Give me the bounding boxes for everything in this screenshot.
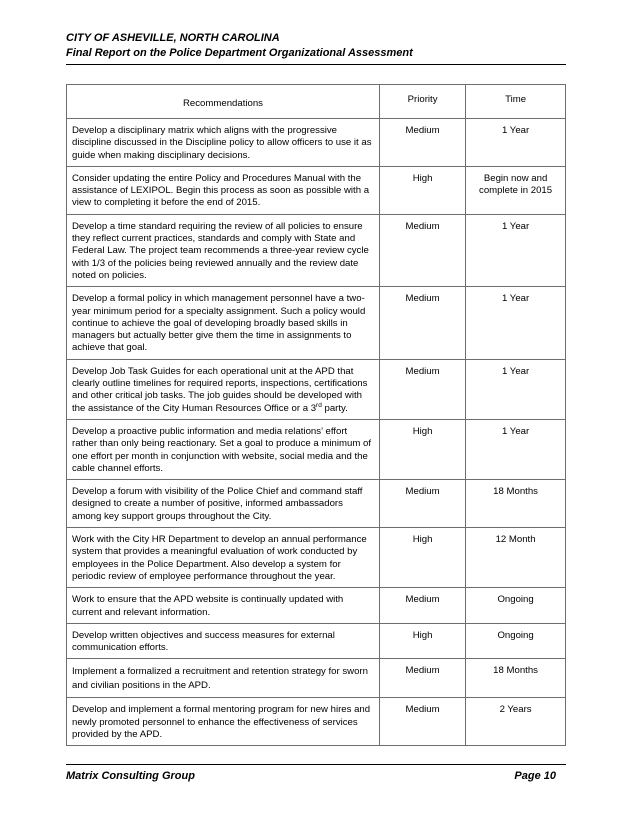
- header-city: CITY OF ASHEVILLE, NORTH CAROLINA: [66, 32, 280, 44]
- recommendation-text: Develop Job Task Guides for each operational unit at the APD that clearly outline timelines for required reports, inspections, certifications and other critical job tasks. The job guides should be developed with the assistance of the City Human Resources Office or a 3: [72, 365, 368, 414]
- header-divider: [66, 64, 566, 65]
- time-cell: Ongoing: [466, 623, 566, 659]
- header-report-title: Final Report on the Police Department Organizational Assessment: [66, 47, 413, 59]
- table-row: [67, 528, 566, 588]
- table-row: [67, 659, 566, 698]
- column-header-time: Time: [466, 85, 566, 119]
- table-row: [67, 214, 566, 286]
- recommendation-cell: Develop and implement a formal mentoring program for new hires and newly promoted personnel to enhance the effectiveness of services provided by the APD.: [67, 698, 380, 746]
- time-cell: Ongoing: [466, 588, 566, 624]
- table-row: [67, 119, 566, 167]
- recommendation-cell: [67, 359, 380, 419]
- priority-cell: Medium: [379, 287, 465, 359]
- table-row: [67, 287, 566, 359]
- table-header-row: [67, 85, 566, 119]
- time-cell: 1 Year: [466, 214, 566, 286]
- footer-divider: [66, 764, 566, 765]
- table-row: [67, 419, 566, 479]
- table-row: [67, 480, 566, 528]
- time-cell: 1 Year: [466, 419, 566, 479]
- priority-cell: High: [379, 419, 465, 479]
- table-row: [67, 166, 566, 214]
- recommendation-text-tail: party.: [321, 402, 348, 414]
- recommendation-cell: Develop a time standard requiring the review of all policies to ensure they reflect current practices, standards and comply with State and Federal Law. The project team recommends a three-year review cycle with 1/3 of the policies being reviewed annually and the review date noted on policies.: [67, 214, 380, 286]
- table-row: [67, 698, 566, 746]
- time-cell: 2 Years: [466, 698, 566, 746]
- priority-cell: Medium: [379, 480, 465, 528]
- time-cell: 18 Months: [466, 480, 566, 528]
- time-cell: 1 Year: [466, 119, 566, 167]
- priority-cell: Medium: [379, 214, 465, 286]
- priority-cell: High: [379, 528, 465, 588]
- page-number: Page 10: [514, 770, 556, 782]
- table-row: [67, 359, 566, 419]
- column-header-recommendations: Recommendations: [67, 85, 380, 119]
- table-row: [67, 588, 566, 624]
- recommendation-cell: Implement a formalized a recruitment and retention strategy for sworn and civilian positions in the APD.: [67, 659, 380, 698]
- time-cell: 1 Year: [466, 359, 566, 419]
- recommendation-cell: Develop a forum with visibility of the Police Chief and command staff designed to create a number of positive, informed ambassadors among key support groups throughout the City.: [67, 480, 380, 528]
- priority-cell: Medium: [379, 698, 465, 746]
- priority-cell: Medium: [379, 588, 465, 624]
- priority-cell: Medium: [379, 659, 465, 698]
- priority-cell: High: [379, 166, 465, 214]
- recommendation-cell: Develop a proactive public information and media relations’ effort rather than only being reactionary. Set a goal to produce a minimum of one effort per month in conjunction with website, social media and the cable channel efforts.: [67, 419, 380, 479]
- table-row: [67, 623, 566, 659]
- recommendation-cell: Develop a formal policy in which management personnel have a two-year minimum period for a specialty assignment. Such a policy would continue to achieve the goal of developing broadly based skills in managers but actually better give them the time in assignments to achieve that goal.: [67, 287, 380, 359]
- recommendation-cell: Develop a disciplinary matrix which aligns with the progressive discipline discussed in the Discipline policy to allow officers to use it as guide when making disciplinary decisions.: [67, 119, 380, 167]
- column-header-priority: Priority: [379, 85, 465, 119]
- recommendation-cell: Work to ensure that the APD website is continually updated with current and relevant information.: [67, 588, 380, 624]
- priority-cell: High: [379, 623, 465, 659]
- recommendation-cell: Develop written objectives and success measures for external communication efforts.: [67, 623, 380, 659]
- recommendation-cell: Consider updating the entire Policy and Procedures Manual with the assistance of LEXIPOL. Begin this process as soon as possible with a view to completing it before the end of 2015.: [67, 166, 380, 214]
- time-cell: 1 Year: [466, 287, 566, 359]
- time-cell: 18 Months: [466, 659, 566, 698]
- priority-cell: Medium: [379, 119, 465, 167]
- footer-company: Matrix Consulting Group: [66, 770, 195, 782]
- ordinal-suffix: rd: [316, 401, 322, 409]
- time-cell: Begin now and complete in 2015: [466, 166, 566, 214]
- recommendations-table: [66, 84, 566, 746]
- page-header: [66, 31, 566, 61]
- recommendation-cell: Work with the City HR Department to develop an annual performance system that provides a meaningful evaluation of work conducted by employees in the Police Department. Also develop a system for periodic review of employee performance throughout the year.: [67, 528, 380, 588]
- priority-cell: Medium: [379, 359, 465, 419]
- time-cell: 12 Month: [466, 528, 566, 588]
